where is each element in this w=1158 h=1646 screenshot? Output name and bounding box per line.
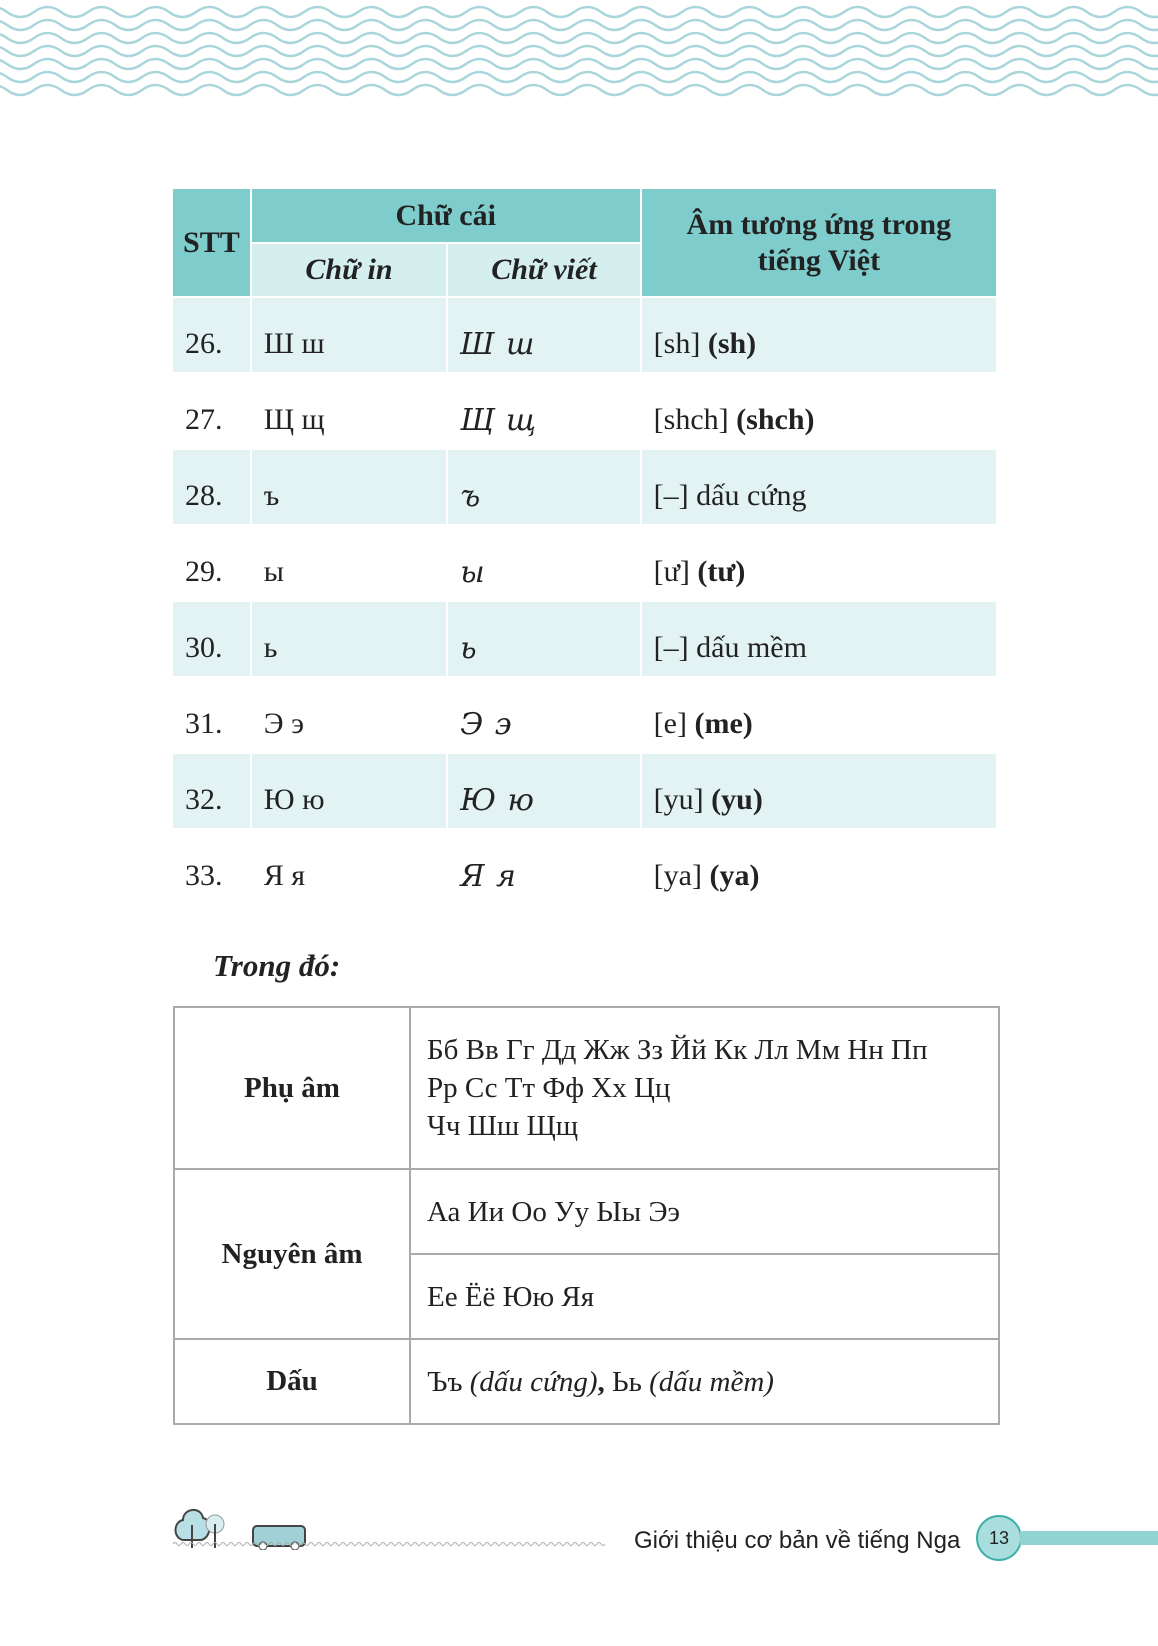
page-number: 13 [976,1515,1022,1561]
sound-ipa: [–] dấu cứng [653,479,807,512]
row-sound [642,524,996,600]
row-sound [642,372,996,448]
phu-am-line: Бб Вв Гг Дд Жж Зз Йй Кк Лл Мм Нн Пп [427,1034,928,1066]
soft-sign: Ьь [612,1365,642,1398]
row-sound [642,600,996,676]
summary-table [173,1006,1000,1425]
sound-ipa: [–] dấu mềm [653,631,807,664]
row-cursive-letter: ъ [448,448,639,524]
phu-am-label: Phụ âm [174,1007,410,1169]
sound-example: (shch) [736,403,815,436]
row-print-letter: ы [252,524,446,600]
table-row [173,676,996,752]
table-row [173,448,996,524]
row-print-letter: Я я [252,828,446,904]
sound-example: (sh) [707,327,757,360]
table-row [173,524,996,600]
row-print-letter: ъ [252,448,446,524]
footer-wavy-line [173,1541,605,1547]
nguyen-am-row1: Аа Ии Оо Уу Ыы Ээ [410,1169,999,1254]
row-cursive-letter: Ю ю [448,752,639,828]
separator: , [597,1365,605,1398]
footer-accent-bar [1020,1531,1158,1545]
row-cursive-letter: Э э [448,676,639,752]
table-row [173,600,996,676]
row-stt: 31. [173,676,250,752]
nguyen-am-row2: Ее Ёё Юю Яя [410,1254,999,1339]
nguyen-am-label: Nguyên âm [174,1169,410,1339]
table-row [173,296,996,372]
row-stt: 33. [173,828,250,904]
phu-am-line: Рр Сс Тт Фф Хх Цц [427,1072,671,1104]
sound-example: (ya) [709,859,760,892]
header-chu-cai: Chữ cái [252,189,640,242]
row-stt: 27. [173,372,250,448]
row-cursive-letter: Щ щ [448,372,639,448]
trong-do-label: Trong đó: [213,948,341,983]
table-row [173,752,996,828]
sound-example: (me) [694,707,753,740]
row-print-letter: Ш ш [252,296,446,372]
footer-title: Giới thiệu cơ bản về tiếng Nga [634,1527,961,1554]
alphabet-table [171,189,998,904]
row-stt: 28. [173,448,250,524]
row-print-letter: Э э [252,676,446,752]
sound-ipa: [yu] [653,783,704,816]
header-chu-viet: Chữ viết [448,242,639,296]
row-sound [642,828,996,904]
row-print-letter: ь [252,600,446,676]
sound-example: (yu) [711,783,763,816]
row-sound [642,448,996,524]
row-sound [642,752,996,828]
row-print-letter: Ю ю [252,752,446,828]
sound-ipa: [e] [653,707,687,740]
header-chu-in: Chữ in [252,242,446,296]
phu-am-line: Чч Шш Щщ [427,1110,579,1142]
row-cursive-letter: Я я [448,828,639,904]
row-stt: 30. [173,600,250,676]
row-cursive-letter: Ш ш [448,296,639,372]
row-sound [642,676,996,752]
dau-label: Dấu [174,1339,410,1424]
wave-pattern-decoration [0,0,1158,110]
dau-values [410,1339,999,1424]
header-am-text: Âm tương ứng trong tiếng Việt [686,207,952,277]
sound-example: (tư) [697,555,746,588]
phu-am-values [410,1007,999,1169]
sound-ipa: [ya] [653,859,702,892]
row-cursive-letter: ь [448,600,639,676]
row-stt: 26. [173,296,250,372]
table-row [173,372,996,448]
table-row [173,828,996,904]
row-stt: 29. [173,524,250,600]
sound-ipa: [shch] [653,403,729,436]
header-stt: STT [173,189,250,296]
row-cursive-letter: ы [448,524,639,600]
sound-ipa: [sh] [653,327,701,360]
hard-sign-note: (dấu cứng) [469,1365,598,1398]
header-am [642,189,996,296]
soft-sign-note: (dấu mềm) [649,1365,774,1398]
row-print-letter: Щ щ [252,372,446,448]
hard-sign: Ъъ [427,1365,463,1398]
sound-ipa: [ư] [653,555,690,588]
row-stt: 32. [173,752,250,828]
row-sound [642,296,996,372]
